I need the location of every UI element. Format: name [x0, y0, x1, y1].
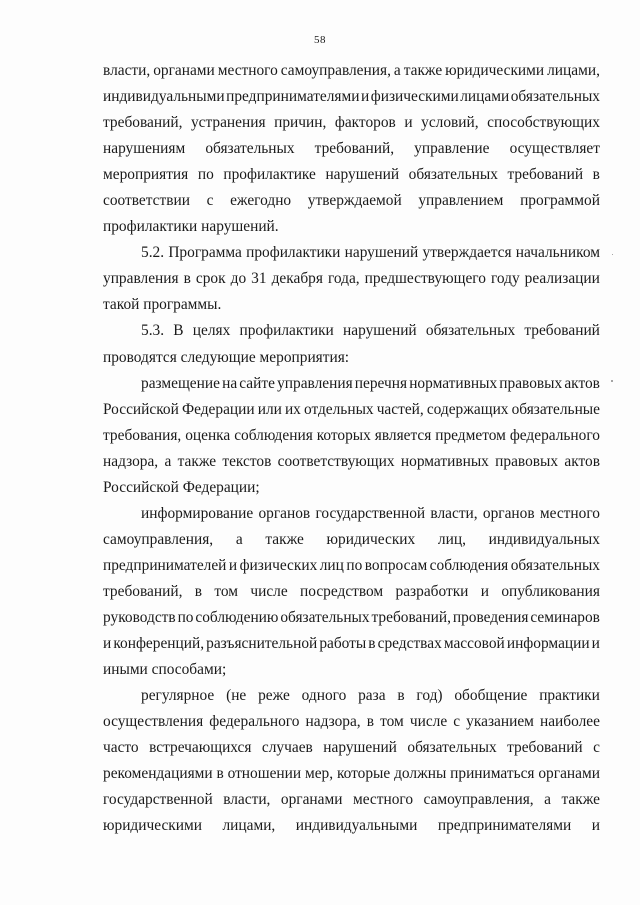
text-line: [103, 527, 600, 553]
word: которые: [336, 765, 391, 783]
word: часто: [103, 739, 139, 757]
word: органами: [538, 765, 600, 783]
word: разработки: [395, 582, 469, 600]
word: органов: [482, 504, 535, 522]
word: размещение: [141, 374, 220, 392]
text-line: [103, 136, 600, 162]
word: лицами,: [222, 817, 276, 835]
word: лицами: [460, 88, 510, 106]
text-line: [103, 345, 600, 371]
word: органов: [258, 504, 311, 522]
text-line: [103, 735, 600, 761]
word: разъяснительной: [206, 635, 318, 653]
word: вопросам: [364, 556, 428, 574]
word: такой программы.: [103, 296, 222, 314]
word: массовой: [443, 635, 505, 653]
word: требований: [507, 166, 584, 184]
word: юридическими: [103, 817, 202, 835]
word: предпринимателями: [437, 817, 572, 835]
word: сайте: [239, 374, 275, 392]
word: профилактике: [223, 166, 316, 184]
word: способствующих: [487, 114, 600, 132]
word: с: [206, 192, 214, 210]
word: в: [366, 713, 375, 731]
word: обязательные: [511, 400, 600, 418]
word: физических: [239, 556, 318, 574]
word: обязательных: [408, 166, 498, 184]
word: индивидуальными: [103, 88, 225, 106]
word: в: [216, 765, 224, 783]
word: местного: [352, 791, 414, 809]
word: предметом: [435, 426, 506, 444]
word: также: [177, 452, 217, 470]
word: 5.2.: [141, 244, 165, 262]
word: семинаров: [530, 608, 600, 626]
word: предпринимателями: [226, 88, 360, 106]
word: начальником: [515, 244, 600, 262]
word: том: [380, 713, 404, 731]
word: власти,: [430, 504, 478, 522]
word: обязательных: [510, 556, 600, 574]
word: Российской: [103, 400, 179, 418]
word: правовых: [495, 452, 559, 470]
word: соблюдению: [195, 608, 279, 626]
word: году: [490, 270, 520, 288]
word: актов: [564, 374, 600, 392]
text-line: [103, 787, 600, 813]
word: (не: [226, 687, 247, 705]
word: реализации: [524, 270, 600, 288]
word: профилактики: [246, 244, 341, 262]
word: управления: [103, 270, 179, 288]
word: том: [214, 582, 239, 600]
word: и: [103, 635, 112, 653]
word: программой: [520, 192, 600, 210]
word: правовых: [499, 374, 563, 392]
word: раза: [358, 687, 386, 705]
word: на: [222, 374, 238, 392]
word: федерального: [509, 426, 600, 444]
word: проводятся следующие мероприятия:: [103, 348, 350, 366]
word: конференций,: [113, 635, 205, 653]
word: и: [480, 582, 489, 600]
text-line: [103, 657, 600, 683]
text-line: [103, 162, 600, 188]
word: в: [368, 635, 376, 653]
word: требований,: [371, 608, 451, 626]
word: обязательных: [280, 608, 370, 626]
word: надзора,: [305, 713, 361, 731]
word: государственной: [103, 791, 213, 809]
text-line: [103, 709, 600, 735]
word: обязательных: [425, 322, 516, 340]
word: года,: [327, 270, 360, 288]
word: условий,: [421, 114, 479, 132]
document-body: [103, 58, 600, 839]
word: лицами,: [547, 62, 600, 79]
word: а: [393, 62, 401, 79]
word: обязательных: [205, 140, 295, 158]
word: а: [164, 452, 172, 470]
word: нормативных: [409, 374, 498, 392]
word: профилактики: [239, 322, 334, 340]
word: в: [194, 582, 203, 600]
word: должны: [394, 765, 447, 783]
text-line: [103, 58, 600, 84]
word: является: [374, 426, 432, 444]
text-line: [103, 449, 600, 475]
word: лиц: [319, 556, 344, 574]
text-line: [103, 631, 600, 657]
word: требований: [524, 322, 600, 340]
word: управления: [277, 374, 353, 392]
word: устранения: [190, 114, 266, 132]
word: требований,: [103, 582, 183, 600]
word: их: [284, 400, 301, 418]
word: нарушений: [344, 244, 419, 262]
word: предшествующего: [364, 270, 486, 288]
word: приниматься: [450, 765, 535, 783]
text-line: [103, 683, 600, 709]
text-line: [103, 240, 600, 266]
text-line: [103, 371, 600, 397]
word: органами: [280, 791, 343, 809]
word: осуществления: [103, 713, 204, 731]
scan-speck: [611, 380, 613, 382]
word: требований: [507, 739, 583, 757]
word: которых: [316, 426, 371, 444]
word: по: [346, 556, 363, 574]
word: наиболее: [539, 713, 600, 731]
word: числе: [409, 713, 448, 731]
word: профилактики нарушений.: [103, 218, 279, 236]
word: указанием: [466, 713, 534, 731]
word: нарушениям: [103, 140, 186, 158]
word: а: [544, 791, 551, 809]
text-line: [103, 813, 600, 839]
word: или: [257, 400, 282, 418]
word: обобщение: [454, 687, 528, 705]
word: управлением: [418, 192, 504, 210]
word: иными способами;: [103, 661, 227, 679]
word: соответствующих: [277, 452, 395, 470]
word: соблюдения: [234, 426, 313, 444]
word: в: [592, 166, 600, 184]
text-line: [103, 84, 600, 110]
word: также: [265, 530, 304, 548]
word: обязательных: [510, 88, 600, 106]
word: индивидуальных: [488, 530, 600, 548]
word: самоуправления,: [103, 530, 214, 548]
word: осуществляет: [509, 140, 600, 158]
text-line: [103, 292, 600, 318]
word: срок: [195, 270, 226, 288]
word: 31: [251, 270, 267, 288]
word: работы: [319, 635, 367, 653]
word: соблюдения: [429, 556, 509, 574]
text-line: [103, 318, 600, 344]
word: местного: [539, 504, 600, 522]
word: регулярное: [141, 687, 215, 705]
word: Программа: [168, 244, 242, 262]
word: встречающихся: [149, 739, 252, 757]
word: с: [453, 713, 461, 731]
word: по: [197, 166, 214, 184]
word: требования,: [103, 426, 182, 444]
word: индивидуальными: [295, 817, 418, 835]
word: перечня: [354, 374, 408, 392]
word: с: [593, 739, 600, 757]
word: проведения: [452, 608, 529, 626]
text-line: [103, 110, 600, 136]
word: юридическими: [445, 62, 545, 79]
text-line: [103, 605, 600, 631]
word: требований,: [103, 114, 183, 132]
word: местного: [217, 62, 278, 79]
word: самоуправления,: [280, 62, 391, 79]
word: содержащих: [426, 400, 509, 418]
word: юридических: [326, 530, 416, 548]
word: мер,: [304, 765, 334, 783]
text-line: [103, 761, 600, 787]
word: оценка: [185, 426, 231, 444]
word: случаев: [261, 739, 313, 757]
word: соответствии: [103, 192, 190, 210]
word: Федерации: [181, 400, 255, 418]
word: и: [360, 88, 370, 106]
word: практики: [539, 687, 600, 705]
word: В: [173, 322, 184, 340]
word: посредством: [300, 582, 384, 600]
text-line: [103, 553, 600, 579]
page-number: 58: [314, 34, 326, 46]
word: нарушений: [323, 739, 397, 757]
word: 5.3.: [141, 322, 165, 340]
word: отношении: [227, 765, 302, 783]
text-line: [103, 397, 600, 423]
word: также: [403, 62, 443, 79]
word: органами: [153, 62, 215, 79]
text-line: [103, 501, 600, 527]
word: опубликования: [501, 582, 600, 600]
word: нормативных: [400, 452, 489, 470]
word: числе: [250, 582, 288, 600]
word: мероприятия: [103, 166, 189, 184]
word: руководств: [103, 608, 176, 626]
word: в: [397, 687, 405, 705]
text-line: [103, 579, 600, 605]
word: власти,: [103, 62, 151, 79]
word: требований,: [314, 140, 395, 158]
word: декабря: [271, 270, 323, 288]
word: и: [404, 114, 413, 132]
word: и: [591, 635, 600, 653]
word: информации: [506, 635, 590, 653]
word: лиц,: [437, 530, 466, 548]
word: федерального: [209, 713, 300, 731]
word: отдельных: [303, 400, 374, 418]
word: частей,: [376, 400, 424, 418]
word: целях: [192, 322, 231, 340]
word: государственной: [315, 504, 426, 522]
word: физическими: [370, 88, 459, 106]
word: нарушений: [343, 322, 417, 340]
text-line: [103, 475, 600, 501]
word: предпринимателей: [103, 556, 227, 574]
word: по: [177, 608, 194, 626]
word: утверждается: [422, 244, 512, 262]
word: год): [416, 687, 443, 705]
word: а: [235, 530, 243, 548]
word: ежегодно: [230, 192, 292, 210]
text-line: [103, 188, 600, 214]
text-line: [103, 423, 600, 449]
word: власти,: [223, 791, 271, 809]
word: до: [230, 270, 247, 288]
word: также: [561, 791, 600, 809]
word: актов: [564, 452, 600, 470]
word: Российской Федерации;: [103, 478, 260, 496]
word: причин,: [274, 114, 327, 132]
word: утверждаемой: [307, 192, 402, 210]
word: информирование: [141, 504, 254, 522]
word: факторов: [334, 114, 396, 132]
word: и: [228, 556, 238, 574]
word: средствах: [377, 635, 442, 653]
word: текстов: [222, 452, 272, 470]
word: надзора,: [103, 452, 159, 470]
word: рекомендациями: [103, 765, 213, 783]
word: одного: [301, 687, 347, 705]
word: и: [591, 817, 600, 835]
word: в: [183, 270, 191, 288]
scan-speck: [612, 254, 613, 255]
word: обязательных: [407, 739, 497, 757]
word: реже: [258, 687, 290, 705]
text-line: [103, 266, 600, 292]
word: нарушений: [325, 166, 400, 184]
word: самоуправления,: [423, 791, 534, 809]
text-line: [103, 214, 600, 240]
word: управление: [414, 140, 490, 158]
